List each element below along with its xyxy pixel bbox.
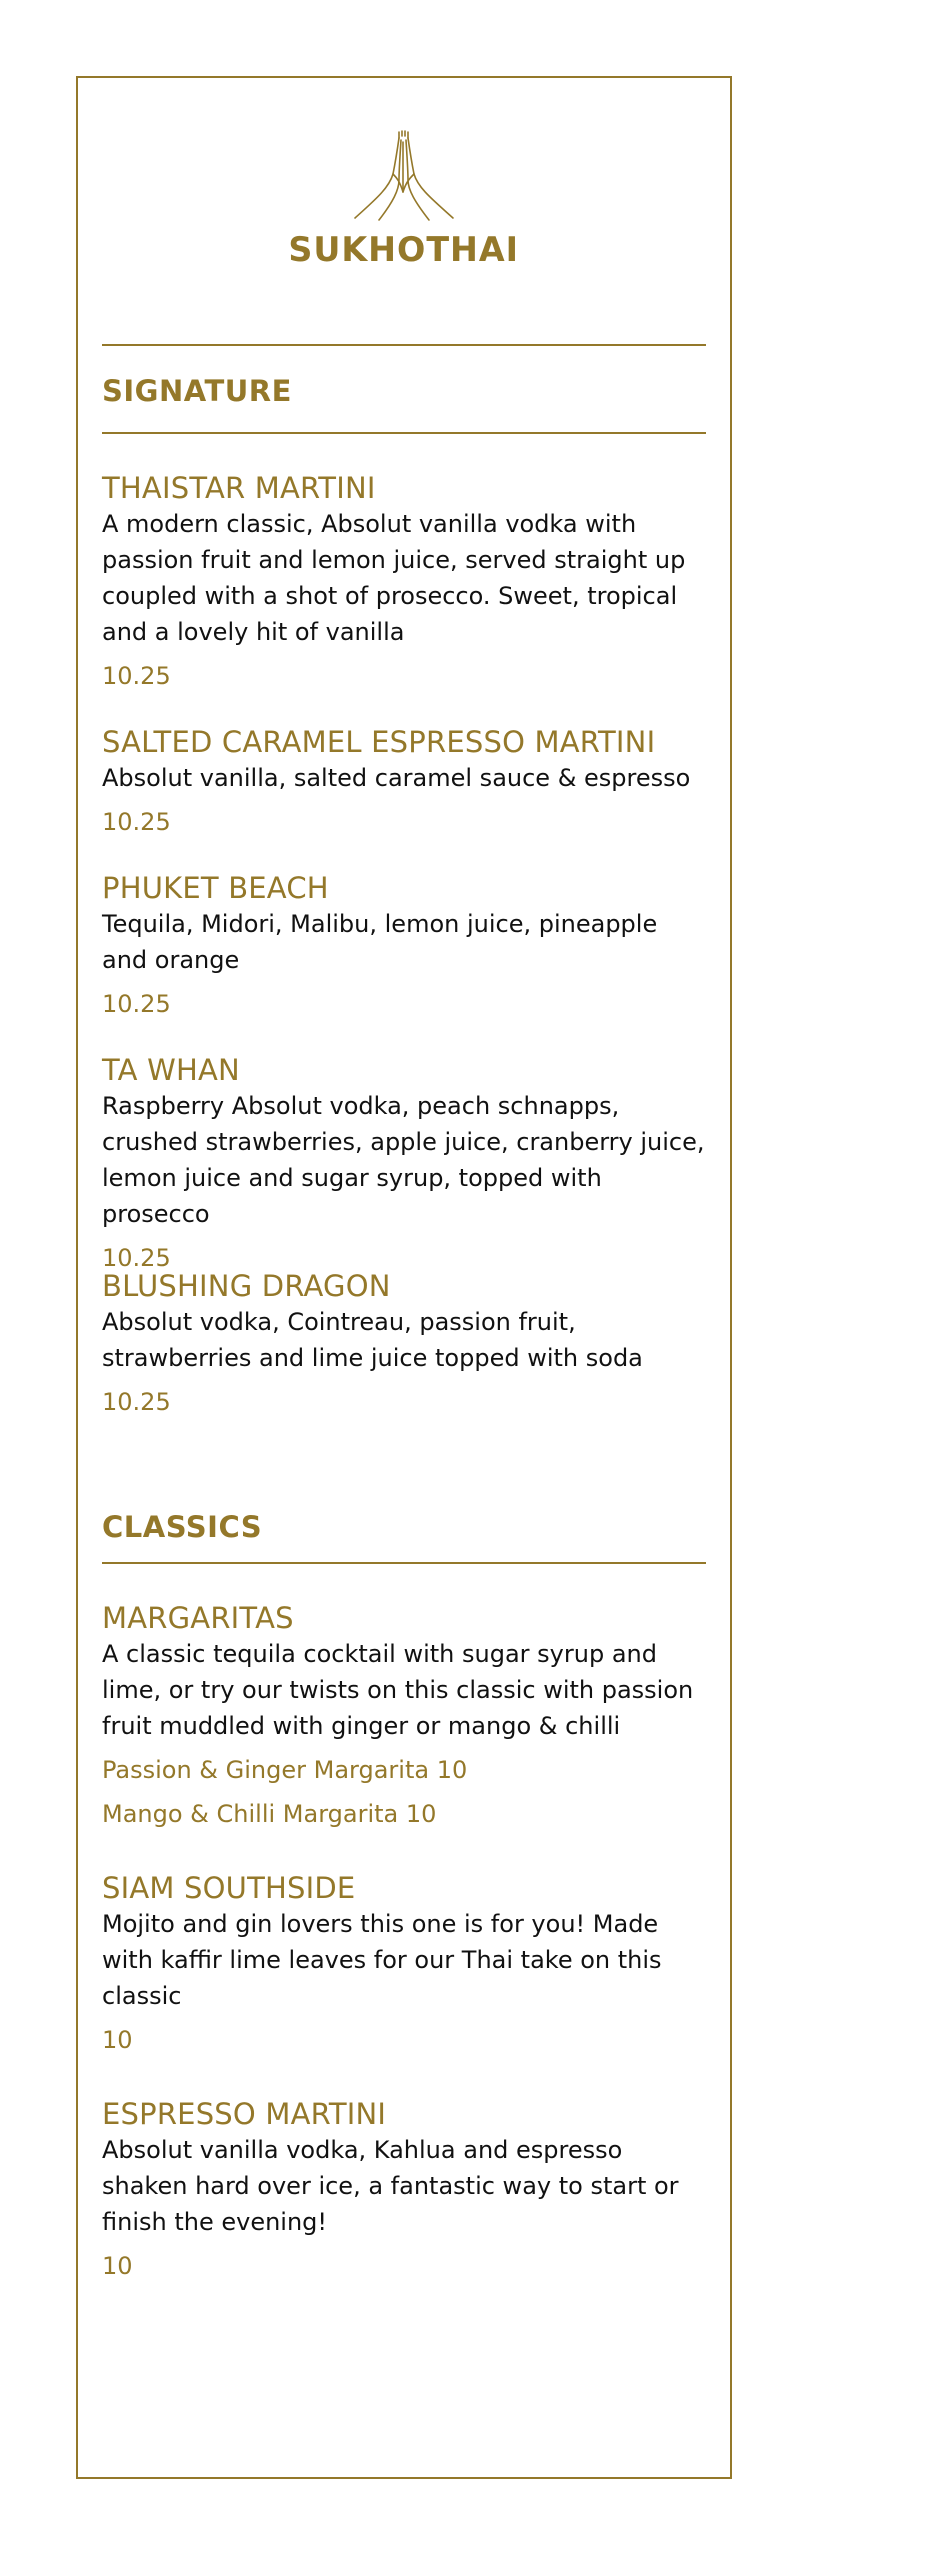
section-title-classics: CLASSICS [102, 1510, 263, 1544]
item-name: ESPRESSO MARTINI [102, 2097, 387, 2131]
menu-frame [76, 76, 732, 2479]
item-variant: Passion & Ginger Margarita 10 [102, 1756, 468, 1784]
item-description: Absolut vanilla vodka, Kahlua and espresso shaken hard over ice, a fantastic way to start or finish the evening! [102, 2136, 679, 2236]
item-name: THAISTAR MARTINI [102, 471, 376, 505]
item-price: 10.25 [102, 1388, 171, 1416]
item-name: MARGARITAS [102, 1601, 294, 1635]
divider [102, 1562, 706, 1564]
item-variant: Mango & Chilli Margarita 10 [102, 1800, 437, 1828]
item-name: BLUSHING DRAGON [102, 1269, 391, 1303]
item-description: Mojito and gin lovers this one is for you! Made with kaffir lime leaves for our Thai take on this classic [102, 1910, 662, 2010]
divider [102, 344, 706, 346]
menu-item [102, 870, 706, 1022]
brand-logo [78, 130, 730, 270]
brand-name: SUKHOTHAI [288, 230, 520, 270]
item-description: A modern classic, Absolut vanilla vodka with passion fruit and lemon juice, served straight up coupled with a shot of prosecco. Sweet, tropical and a lovely hit of vanilla [102, 510, 686, 646]
menu-item [102, 1870, 706, 2058]
divider [102, 432, 706, 434]
menu-item [102, 2096, 706, 2284]
menu-item [102, 1052, 706, 1276]
item-name: PHUKET BEACH [102, 871, 329, 905]
item-description: A classic tequila cocktail with sugar syrup and lime, or try our twists on this classic with passion fruit muddled with ginger or mango & chilli [102, 1640, 694, 1740]
item-description: Absolut vodka, Cointreau, passion fruit, strawberries and lime juice topped with soda [102, 1308, 643, 1372]
item-price: 10.25 [102, 1244, 171, 1272]
item-price: 10.25 [102, 990, 171, 1018]
item-description: Raspberry Absolut vodka, peach schnapps, crushed strawberries, apple juice, cranberry juice, lemon juice and sugar syrup, topped with prosecco [102, 1092, 705, 1228]
menu-item [102, 1268, 706, 1420]
menu-item [102, 470, 706, 694]
item-price: 10 [102, 2252, 133, 2280]
menu-item [102, 1600, 706, 1832]
item-name: TA WHAN [102, 1053, 240, 1087]
menu-item [102, 724, 706, 840]
item-description: Tequila, Midori, Malibu, lemon juice, pineapple and orange [102, 910, 658, 974]
item-price: 10.25 [102, 808, 171, 836]
item-description: Absolut vanilla, salted caramel sauce & espresso [102, 764, 691, 792]
item-price: 10.25 [102, 662, 171, 690]
section-title-signature: SIGNATURE [102, 374, 292, 408]
item-price: 10 [102, 2026, 133, 2054]
praying-hands-icon [349, 130, 459, 226]
item-name: SALTED CARAMEL ESPRESSO MARTINI [102, 725, 656, 759]
item-name: SIAM SOUTHSIDE [102, 1871, 356, 1905]
